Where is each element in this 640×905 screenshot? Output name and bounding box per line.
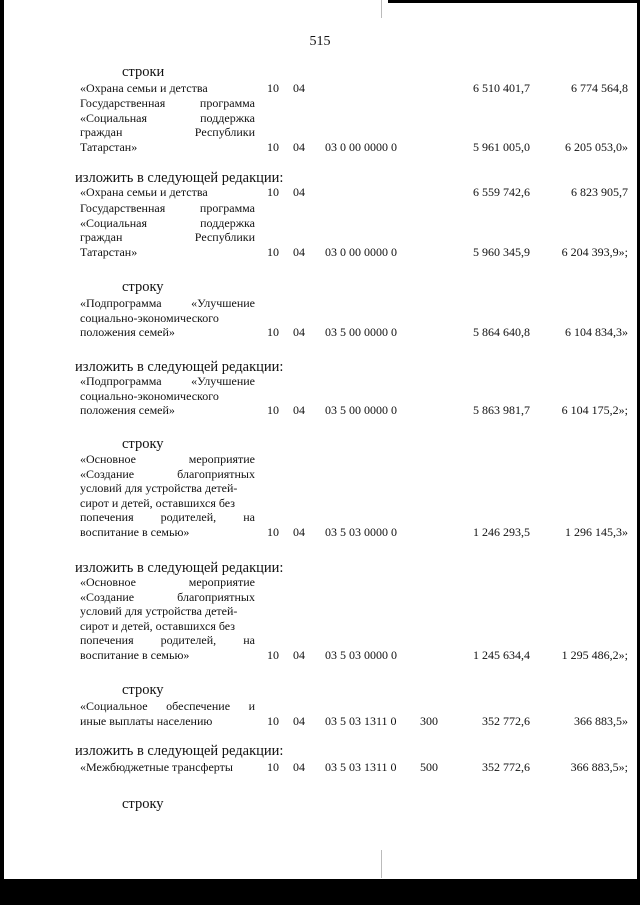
- scan-border-left: [0, 0, 4, 905]
- row-name: [80, 185, 255, 200]
- row-name-line: «Социальная поддержка: [80, 110, 255, 125]
- row-name-line: Татарстан»: [80, 244, 138, 259]
- section-heading: строки: [122, 64, 165, 80]
- row-name-line: сирот и детей, оставшихся без: [80, 618, 236, 633]
- row-name-line: иные выплаты населению: [80, 713, 213, 728]
- row-name: [80, 374, 255, 418]
- row-name: [80, 452, 255, 540]
- row-name-line: положения семей»: [80, 325, 175, 340]
- target-article-code: 03 0 00 0000 0: [325, 139, 397, 154]
- row-name-line: Государственная программа: [80, 201, 255, 215]
- row-name-line: «Межбюджетные трансферты: [80, 760, 233, 774]
- expense-type-code: 300: [420, 713, 438, 728]
- section-heading: строку: [122, 796, 164, 812]
- row-name: [80, 760, 255, 775]
- target-article-code: 03 5 03 0000 0: [325, 525, 397, 539]
- amount-year-2: 366 883,5»: [574, 713, 628, 728]
- subsection-code: 04: [293, 760, 305, 774]
- section-heading: изложить в следующей редакции:: [75, 170, 284, 186]
- amount-year-2: 6 104 834,3»: [565, 325, 628, 340]
- row-name: [80, 575, 255, 663]
- section-code: 10: [267, 403, 279, 418]
- amount-year-2: 1 296 145,3»: [565, 525, 628, 539]
- row-name-line: условий для устройства детей-: [80, 604, 238, 619]
- section-heading: строку: [122, 682, 164, 698]
- section-code: 10: [267, 525, 279, 539]
- amount-year-2: 6 823 905,7: [571, 185, 628, 199]
- row-name-line: граждан Республики: [80, 125, 255, 140]
- row-name-line: «Социальная поддержка: [80, 215, 255, 230]
- row-name-line: «Охрана семьи и детства: [80, 185, 208, 199]
- scan-artifact: [381, 850, 382, 878]
- row-name: [80, 699, 255, 728]
- row-name-line: воспитание в семью»: [80, 524, 190, 539]
- section-heading: строку: [122, 279, 164, 295]
- target-article-code: 03 0 00 0000 0: [325, 244, 397, 259]
- subsection-code: 04: [293, 185, 305, 199]
- row-name-line: положения семей»: [80, 403, 175, 418]
- subsection-code: 04: [293, 139, 305, 154]
- row-name-line: попечения родителей, на: [80, 633, 255, 648]
- amount-year-2: 1 295 486,2»;: [561, 648, 628, 662]
- section-code: 10: [267, 713, 279, 728]
- row-name: [80, 201, 255, 259]
- row-name-line: сирот и детей, оставшихся без: [80, 495, 236, 510]
- scan-artifact: [381, 0, 382, 18]
- target-article-code: 03 5 03 0000 0: [325, 648, 397, 662]
- section-code: 10: [267, 648, 279, 662]
- section-code: 10: [267, 139, 279, 154]
- row-name-line: «Подпрограмма «Улучшение: [80, 296, 255, 310]
- section-code: 10: [267, 244, 279, 259]
- section-heading: строку: [122, 436, 164, 452]
- target-article-code: 03 5 03 1311 0: [325, 713, 397, 728]
- row-name-line: «Создание благоприятных: [80, 466, 255, 481]
- section-code: 10: [267, 81, 279, 95]
- amount-year-1: 1 246 293,5: [473, 525, 530, 539]
- section-code: 10: [267, 185, 279, 199]
- subsection-code: 04: [293, 244, 305, 259]
- row-name-line: Татарстан»: [80, 139, 138, 154]
- row-name-line: граждан Республики: [80, 230, 255, 245]
- amount-year-1: 1 245 634,4: [473, 648, 530, 662]
- amount-year-1: 6 559 742,6: [473, 185, 530, 199]
- amount-year-2: 366 883,5»;: [570, 760, 628, 774]
- subsection-code: 04: [293, 325, 305, 340]
- row-name-line: социально-экономического: [80, 310, 219, 325]
- target-article-code: 03 5 00 0000 0: [325, 403, 397, 418]
- row-name-line: социально-экономического: [80, 388, 219, 403]
- section-code: 10: [267, 760, 279, 774]
- row-name-line: «Основное мероприятие: [80, 575, 255, 589]
- row-name-line: «Охрана семьи и детства: [80, 81, 208, 95]
- section-heading: изложить в следующей редакции:: [75, 359, 284, 375]
- row-name: [80, 96, 255, 154]
- subsection-code: 04: [293, 81, 305, 95]
- row-name-line: «Основное мероприятие: [80, 452, 255, 466]
- amount-year-2: 6 104 175,2»;: [561, 403, 628, 418]
- amount-year-1: 5 863 981,7: [473, 403, 530, 418]
- row-name-line: воспитание в семью»: [80, 647, 190, 662]
- scan-border-bottom: [0, 879, 640, 905]
- row-name: [80, 81, 255, 96]
- row-name-line: попечения родителей, на: [80, 510, 255, 525]
- amount-year-2: 6 774 564,8: [571, 81, 628, 95]
- amount-year-1: 6 510 401,7: [473, 81, 530, 95]
- row-name-line: Государственная программа: [80, 96, 255, 110]
- row-name-line: «Создание благоприятных: [80, 589, 255, 604]
- target-article-code: 03 5 00 0000 0: [325, 325, 397, 340]
- subsection-code: 04: [293, 403, 305, 418]
- target-article-code: 03 5 03 1311 0: [325, 760, 397, 774]
- amount-year-2: 6 205 053,0»: [565, 139, 628, 154]
- page-number: 515: [309, 34, 331, 49]
- amount-year-1: 5 864 640,8: [473, 325, 530, 340]
- section-heading: изложить в следующей редакции:: [75, 743, 284, 759]
- subsection-code: 04: [293, 525, 305, 539]
- section-code: 10: [267, 325, 279, 340]
- expense-type-code: 500: [420, 760, 438, 774]
- row-name: [80, 296, 255, 340]
- amount-year-1: 352 772,6: [482, 713, 530, 728]
- amount-year-2: 6 204 393,9»;: [561, 244, 628, 259]
- section-heading: изложить в следующей редакции:: [75, 560, 284, 576]
- row-name-line: «Социальное обеспечение и: [80, 699, 255, 713]
- subsection-code: 04: [293, 713, 305, 728]
- row-name-line: «Подпрограмма «Улучшение: [80, 374, 255, 388]
- amount-year-1: 352 772,6: [482, 760, 530, 774]
- subsection-code: 04: [293, 648, 305, 662]
- amount-year-1: 5 961 005,0: [473, 139, 530, 154]
- scan-border-top: [388, 0, 640, 3]
- amount-year-1: 5 960 345,9: [473, 244, 530, 259]
- row-name-line: условий для устройства детей-: [80, 481, 238, 496]
